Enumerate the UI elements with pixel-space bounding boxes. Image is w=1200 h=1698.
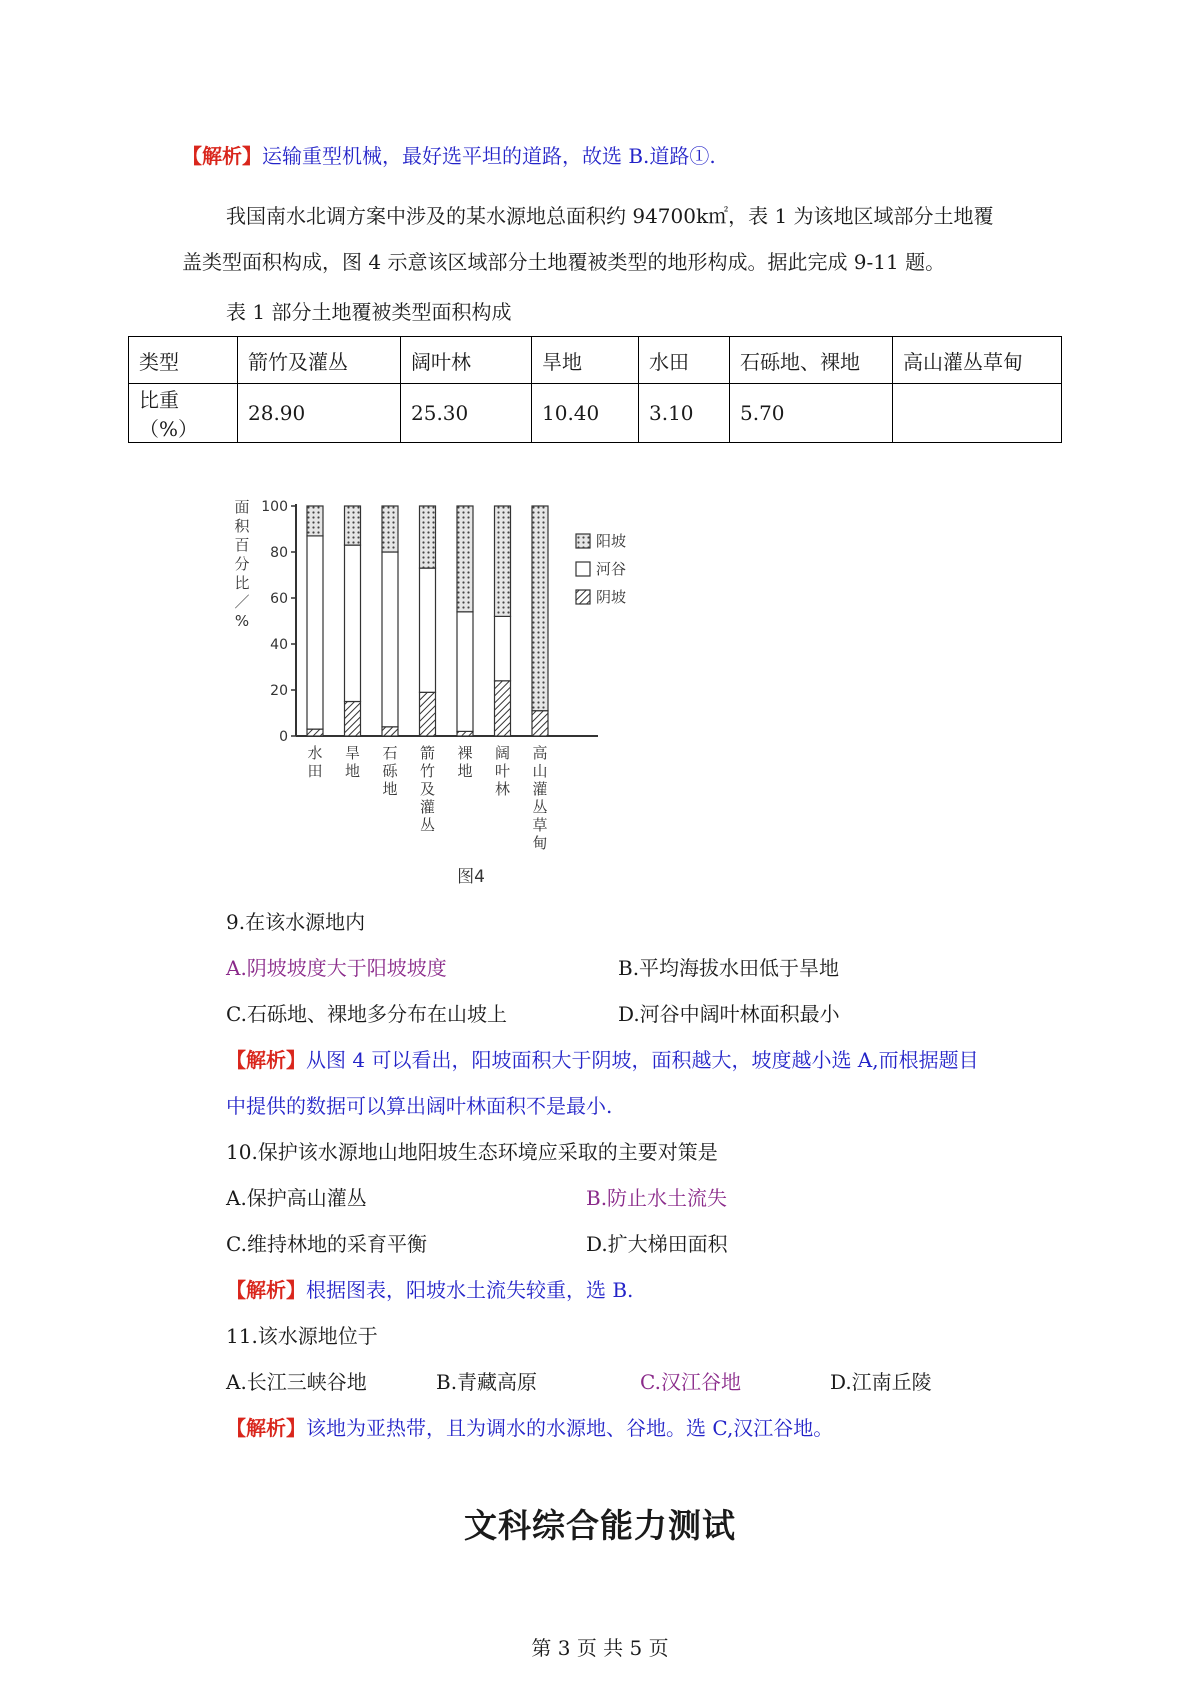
table-cell: 10.40 [532,384,639,443]
table-cell: 3.10 [639,384,730,443]
table-header-cell: 水田 [639,337,730,384]
table-cell: 5.70 [730,384,893,443]
bar-segment [345,506,361,545]
y-axis-label-char: 比 [234,574,250,592]
legend-swatch [576,562,590,576]
y-tick-label: 0 [279,729,288,745]
q9-option-d: D.河谷中阔叶林面积最小 [618,1002,840,1026]
q9-analysis-text-1: 从图 4 可以看出，阳坡面积大于阴坡，面积越大，坡度越小选 A,而根据题目 [306,1048,979,1072]
table-header-cell: 旱地 [532,337,639,384]
table-cell: 28.90 [238,384,401,443]
x-category-label-char: 地 [344,762,361,780]
x-category-label-char: 草 [532,816,548,834]
land-cover-table [128,336,1062,443]
q9-option-a: A.阴坡坡度大于阳坡坡度 [226,956,447,980]
y-axis-label-char: 积 [234,517,250,535]
q10-option-c: C.维持林地的采育平衡 [226,1232,427,1256]
x-category-label-char: 丛 [532,798,548,816]
x-category-label-char: 林 [494,780,511,798]
q11-stem: 11.该水源地位于 [226,1324,378,1348]
y-tick-label: 100 [261,499,288,515]
table-header-cell: 箭竹及灌丛 [238,337,401,384]
q11-analysis-line [226,1414,833,1442]
x-category-label-char: 高 [532,744,548,762]
y-tick-label: 60 [270,591,288,607]
legend-swatch [576,590,590,604]
table-header-cell: 石砾地、裸地 [730,337,893,384]
q11-option-d: D.江南丘陵 [830,1370,932,1394]
q11-option-c: C.汉江谷地 [640,1370,741,1394]
bar-segment [457,731,473,736]
y-axis-label-char: 面 [234,498,250,516]
q11-analysis-text: 该地为亚热带，且为调水的水源地、谷地。选 C,汉江谷地。 [306,1416,834,1440]
x-category-label-char: 及 [419,780,436,798]
x-category-label-char: 阔 [494,744,511,762]
table-row [129,384,1062,443]
pre-analysis-line [182,142,716,170]
table-caption: 表 1 部分土地覆被类型面积构成 [226,300,512,324]
bar-segment [532,506,548,711]
x-category-label-char: 砾 [382,762,398,780]
bar-segment [307,506,323,536]
x-category-label-char: 旱 [344,744,361,762]
table-header-cell: 类型 [129,337,238,384]
q9-option-c: C.石砾地、裸地多分布在山坡上 [226,1002,507,1026]
bar-segment [495,506,511,616]
q9-analysis-line-1 [226,1046,979,1074]
bar-segment [382,727,398,736]
analysis-tag: 【解析】 [226,1278,306,1302]
table-header-cell: 阔叶林 [401,337,532,384]
x-category-label-char: 裸 [457,744,473,762]
analysis-tag: 【解析】 [182,144,262,168]
y-axis-label-char: ／ [234,593,250,611]
x-category-label-char: 灌 [419,798,436,816]
q10-analysis-text: 根据图表，阳坡水土流失较重，选 B. [306,1278,634,1302]
analysis-tag: 【解析】 [226,1048,306,1072]
x-category-label-char: 灌 [532,780,548,798]
q10-option-d: D.扩大梯田面积 [586,1232,728,1256]
x-category-label-char: 地 [457,762,473,780]
bar-segment [457,612,473,732]
q11-option-a: A.长江三峡谷地 [226,1370,367,1394]
stacked-bar-chart [226,490,696,890]
bar-segment [457,506,473,612]
bar-segment [495,616,511,680]
table-cell: 比重（%） [129,384,238,443]
y-axis-label-group [234,498,250,630]
page-footer: 第 3 页 共 5 页 [531,1636,669,1660]
legend-swatch [576,534,590,548]
bar-segment [532,711,548,736]
table-cell: 25.30 [401,384,532,443]
bar-segment [345,545,361,701]
bar-segment [495,681,511,736]
figure-title: 图4 [457,867,485,887]
q10-option-b: B.防止水土流失 [586,1186,728,1210]
table-header-row [129,337,1062,384]
x-category-label-char: 丛 [419,816,436,834]
y-tick-label: 20 [270,683,288,699]
y-tick-label: 40 [270,637,288,653]
bar-segment [307,729,323,736]
bar-segment [420,506,436,568]
bar-segment [420,568,436,692]
x-category-label-char: 山 [532,762,548,780]
y-tick-label: 80 [270,545,288,561]
x-category-label-char: 箭 [419,744,436,762]
table-cell [893,384,1062,443]
bar-segment [382,506,398,552]
legend-label: 阴坡 [596,588,627,606]
y-axis-label-char: 分 [234,555,250,573]
x-category-label-char: 田 [307,762,323,780]
q9-stem: 9.在该水源地内 [226,910,366,934]
x-category-label-char: 叶 [494,762,511,780]
x-category-label-char: 水 [307,744,323,762]
bar-segment [307,536,323,729]
intro-line-1: 我国南水北调方案中涉及的某水源地总面积约 94700k㎡，表 1 为该地区域部分土地覆 [226,204,994,228]
q10-stem: 10.保护该水源地山地阳坡生态环境应采取的主要对策是 [226,1140,718,1164]
bar-segment [382,552,398,727]
x-category-label-char: 石 [382,744,398,762]
q9-option-b: B.平均海拔水田低于旱地 [618,956,840,980]
q10-analysis-line [226,1276,633,1304]
section-title: 文科综合能力测试 [464,1506,736,1545]
analysis-tag: 【解析】 [226,1416,306,1440]
x-category-label-char: 竹 [419,762,436,780]
q9-analysis-line-2: 中提供的数据可以算出阔叶林面积不是最小. [226,1094,613,1118]
x-category-label-char: 甸 [532,834,548,852]
table-header-cell: 高山灌丛草甸 [893,337,1062,384]
bar-segment [345,702,361,737]
q10-option-a: A.保护高山灌丛 [226,1186,367,1210]
x-category-label-char: 地 [382,780,398,798]
y-axis-label-char: % [234,612,250,630]
pre-analysis-text: 运输重型机械，最好选平坦的道路，故选 B.道路①. [262,144,716,168]
q11-option-b: B.青藏高原 [436,1370,538,1394]
y-axis-label-char: 百 [234,536,250,554]
legend-label: 阳坡 [596,532,627,550]
legend-label: 河谷 [596,560,627,578]
bar-segment [420,692,436,736]
intro-line-2: 盖类型面积构成，图 4 示意该区域部分土地覆被类型的地形构成。据此完成 9-11 题。 [182,250,946,274]
